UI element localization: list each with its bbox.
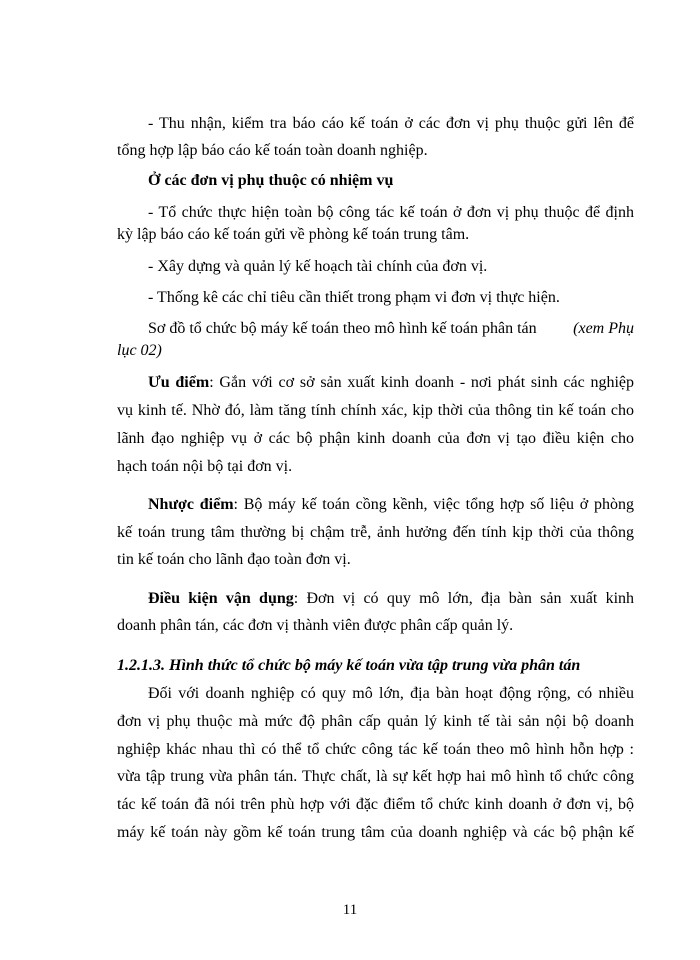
para-organize-line-2: kỳ lập báo cáo kế toán gửi về phòng kế toán trung tâm. [117,226,470,243]
para-organize-line-1: - Tổ chức thực hiện toàn bộ công tác kế toán ở đơn vị phụ thuộc để định [148,204,634,221]
final-para-line-1: Đối với doanh nghiệp có quy mô lớn, địa bàn hoạt động rộng, có nhiều [148,685,634,702]
final-para-line-4: vừa tập trung vừa phân tán. Thực chất, là sự kết hợp hai mô hình tổ chức công [117,768,634,785]
final-para-line-6: máy kế toán này gồm kế toán trung tâm của doanh nghiệp và các bộ phận kế [117,824,634,841]
diagram-text: Sơ đồ tổ chức bộ máy kế toán theo mô hình kế toán phân tán [148,320,537,337]
para-statistics: - Thống kê các chỉ tiêu cần thiết trong phạm vi đơn vị thực hiện. [148,289,560,306]
advantages-label: Ưu điểm [148,374,210,391]
final-para-line-2: đơn vị phụ thuộc mà mức độ phân cấp quản lý kinh tế tài sản nội bộ doanh [117,713,634,730]
conditions-line-1 [148,589,634,609]
conditions-line-2: doanh phân tán, các đơn vị thành viên được phân cấp quản lý. [117,617,514,634]
advantages-line-2: vụ kinh tế. Nhờ đó, làm tăng tính chính xác, kịp thời của thông tin kế toán cho [117,402,634,419]
diagram-appendix-ref: (xem Phụ [573,320,634,337]
dependent-units-heading: Ở các đơn vị phụ thuộc có nhiệm vụ [148,172,394,189]
final-para-line-5: tác kế toán đã nói trên phù hợp với đặc điểm tổ chức kinh doanh ở đơn vị, bộ [117,796,634,813]
advantages-line-4: hạch toán nội bộ tại đơn vị. [117,458,293,475]
final-para-line-3: nghiệp khác nhau thì có thể tổ chức công tác kế toán theo mô hình hỗn hợp : [117,741,634,758]
disadvantages-label: Nhược điểm [148,496,234,513]
conditions-text-1: : Đơn vị có quy mô lớn, địa bàn sản xuất kinh [293,590,635,607]
para-receive-line-2: tổng hợp lập báo cáo kế toán toàn doanh nghiệp. [117,142,428,159]
para-diagram-line-2: lục 02) [117,342,162,359]
disadvantages-line-2: kế toán trung tâm thường bị chậm trễ, ảnh hưởng đến tính kịp thời của thông [117,524,634,541]
para-diagram-line-1 [148,319,634,339]
disadvantages-text-1: : Bộ máy kế toán cồng kềnh, việc tổng hợp số liệu ở phòng [233,496,635,513]
advantages-line-1 [148,373,634,393]
page-number: 11 [342,902,358,918]
disadvantages-line-3: tin kế toán cho lãnh đạo toàn đơn vị. [117,551,351,568]
para-receive-line-1: - Thu nhận, kiểm tra báo cáo kế toán ở các đơn vị phụ thuộc gửi lên để [148,115,634,132]
disadvantages-line-1 [148,495,634,515]
advantages-text-1: : Gắn với cơ sở sản xuất kinh doanh - nơi phát sinh các nghiệp [209,374,635,391]
conditions-label: Điều kiện vận dụng [148,590,294,607]
section-heading-1-2-1-3: 1.2.1.3. Hình thức tổ chức bộ máy kế toán vừa tập trung vừa phân tán [117,657,581,674]
para-build-plan: - Xây dựng và quản lý kế hoạch tài chính của đơn vị. [148,258,488,275]
advantages-line-3: lãnh đạo nghiệp vụ ở các bộ phận kinh doanh của đơn vị tạo điều kiện cho [117,430,634,447]
